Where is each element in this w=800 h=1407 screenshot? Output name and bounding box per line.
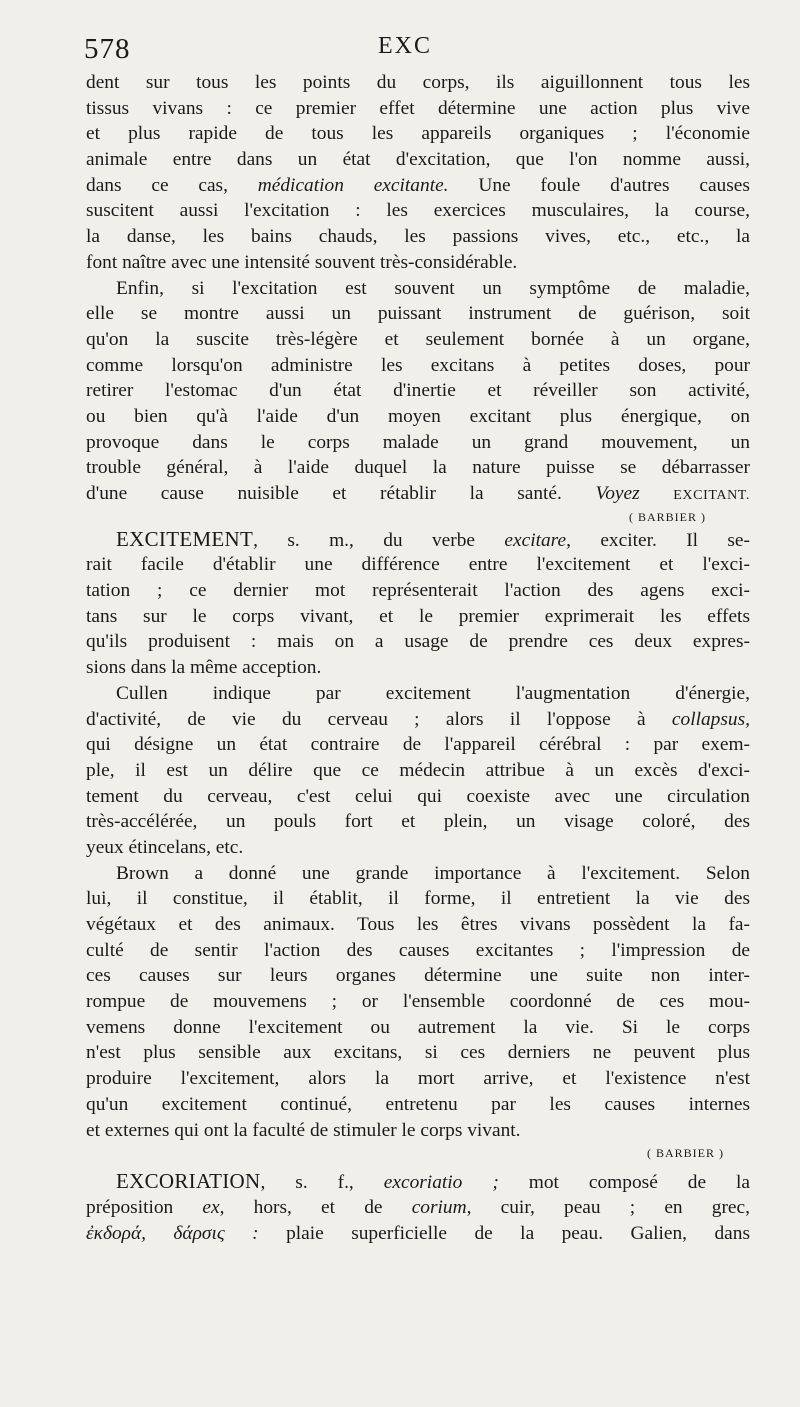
text-line: comme lorsqu'on administre les excitans à petites doses, pour bbox=[86, 354, 750, 376]
text-line: retirer l'estomac d'un état d'inertie et réveiller son activité, bbox=[86, 380, 750, 402]
italic-term: excoriatio ; bbox=[383, 1172, 499, 1194]
text-line: dent sur tous les points du corps, ils aiguillonnent tous les bbox=[86, 72, 750, 93]
cross-reference-label: Voyez bbox=[595, 483, 640, 504]
cross-reference: EXCITANT. bbox=[673, 488, 750, 503]
text-line: d'activité, de vie du cerveau ; alors il l'oppose à collapsus, bbox=[86, 708, 750, 730]
text-line: et plus rapide de tous les appareils organiques ; l'économie bbox=[86, 123, 750, 145]
text-line: tation ; ce dernier mot représenterait l'action des agens exci- bbox=[86, 580, 750, 602]
entry-first-line: EXCORIATION, s. f., excoriatio ; mot composé de la bbox=[116, 1169, 750, 1194]
text-line: qu'un excitement continué, entretenu par les causes internes bbox=[86, 1093, 750, 1115]
text-line: la danse, les bains chauds, les passions vives, etc., etc., la bbox=[86, 226, 750, 248]
running-head: EXC bbox=[378, 33, 432, 59]
greek-term: ἐκδορά, δάρσις : bbox=[86, 1222, 259, 1244]
text-line: produire l'excitement, alors la mort arrive, et l'existence n'est bbox=[86, 1068, 750, 1090]
entry-first-line: EXCITEMENT, s. m., du verbe excitare, exciter. Il se- bbox=[116, 526, 750, 551]
text-line: provoque dans le corps malade un grand mouvement, un bbox=[86, 431, 750, 453]
text-line: vemens donne l'excitement ou autrement la vie. Si le corps bbox=[86, 1016, 750, 1038]
italic-term: ex bbox=[202, 1196, 220, 1218]
text-line: ou bien qu'à l'aide d'un moyen excitant plus énergique, on bbox=[86, 405, 750, 427]
italic-term: collapsus, bbox=[671, 708, 750, 730]
text-line: n'est plus sensible aux excitans, si ces derniers ne peuvent plus bbox=[86, 1042, 750, 1064]
text-line: animale entre dans un état d'excitation, que l'on nomme aussi, bbox=[86, 149, 750, 171]
text-line: dans ce cas, médication excitante. Une foule d'autres causes bbox=[86, 174, 750, 196]
document-page bbox=[86, 30, 750, 1246]
text-line: ple, il est un délire que ce médecin attribue à un excès d'exci- bbox=[86, 759, 750, 781]
text-line: préposition ex, hors, et de corium, cuir, peau ; en grec, bbox=[86, 1196, 750, 1218]
text-line: tement du cerveau, c'est celui qui coexiste avec une circulation bbox=[86, 785, 750, 807]
text-line: qui désigne un état contraire de l'appareil cérébral : par exem- bbox=[86, 734, 750, 756]
text-line: elle se montre aussi un puissant instrument de guérison, soit bbox=[86, 303, 750, 325]
text-line: culté de sentir l'action des causes excitantes ; l'impression de bbox=[86, 939, 750, 961]
author-signature: ( BARBIER ) bbox=[629, 509, 706, 524]
text-line: trouble général, à l'aide duquel la nature puisse se débarrasser bbox=[86, 457, 750, 479]
text-line: Brown a donné une grande importance à l'excitement. Selon bbox=[116, 862, 750, 884]
text-line: Cullen indique par excitement l'augmentation d'énergie, bbox=[116, 682, 750, 704]
text-line: tans sur le corps vivant, et le premier exprimerait les effets bbox=[86, 605, 750, 627]
text-line: font naître avec une intensité souvent très-considérable. bbox=[86, 251, 518, 273]
text-line: et externes qui ont la faculté de stimuler le corps vivant. bbox=[86, 1119, 521, 1141]
italic-term: corium bbox=[411, 1196, 467, 1218]
text-line: végétaux et des animaux. Tous les êtres vivans possèdent la fa- bbox=[86, 914, 750, 935]
italic-term: excitare bbox=[504, 529, 567, 551]
page-header bbox=[86, 30, 750, 70]
text-line: ἐκδορά, δάρσις : plaie superficielle de la peau. Galien, dans bbox=[86, 1222, 750, 1244]
text-line: Enfin, si l'excitation est souvent un symptôme de maladie, bbox=[116, 277, 750, 299]
text-line: yeux étincelans, etc. bbox=[86, 836, 244, 858]
text-line: d'une cause nuisible et rétablir la santé. Voyez EXCITANT. bbox=[86, 483, 750, 504]
text-line: qu'on la suscite très-légère et seulement bornée à un organe, bbox=[86, 328, 750, 350]
page-number: 578 bbox=[84, 33, 131, 65]
text-line: suscitent aussi l'excitation : les exercices musculaires, la course, bbox=[86, 200, 750, 222]
text-line: qu'ils produisent : mais on a usage de prendre ces deux expres- bbox=[86, 631, 750, 653]
italic-term: médication excitante. bbox=[257, 174, 449, 196]
text-line: sions dans la même acception. bbox=[86, 657, 322, 679]
text-line: lui, il constitue, il établit, il forme, il entretient la vie des bbox=[86, 888, 750, 910]
entry-headword: EXCITEMENT bbox=[116, 526, 254, 551]
text-line: rompue de mouvemens ; or l'ensemble coordonné de ces mou- bbox=[86, 991, 750, 1013]
author-signature: ( BARBIER ) bbox=[647, 1146, 724, 1161]
text-line: rait facile d'établir une différence entre l'excitement et l'exci- bbox=[86, 554, 750, 576]
body-text bbox=[86, 70, 750, 1246]
text-line: très-accélérée, un pouls fort et plein, un visage coloré, des bbox=[86, 811, 750, 833]
entry-headword: EXCORIATION bbox=[116, 1169, 261, 1194]
text-line: tissus vivans : ce premier effet détermine une action plus vive bbox=[86, 97, 750, 119]
text-line: ces causes sur leurs organes détermine une suite non inter- bbox=[86, 965, 750, 987]
